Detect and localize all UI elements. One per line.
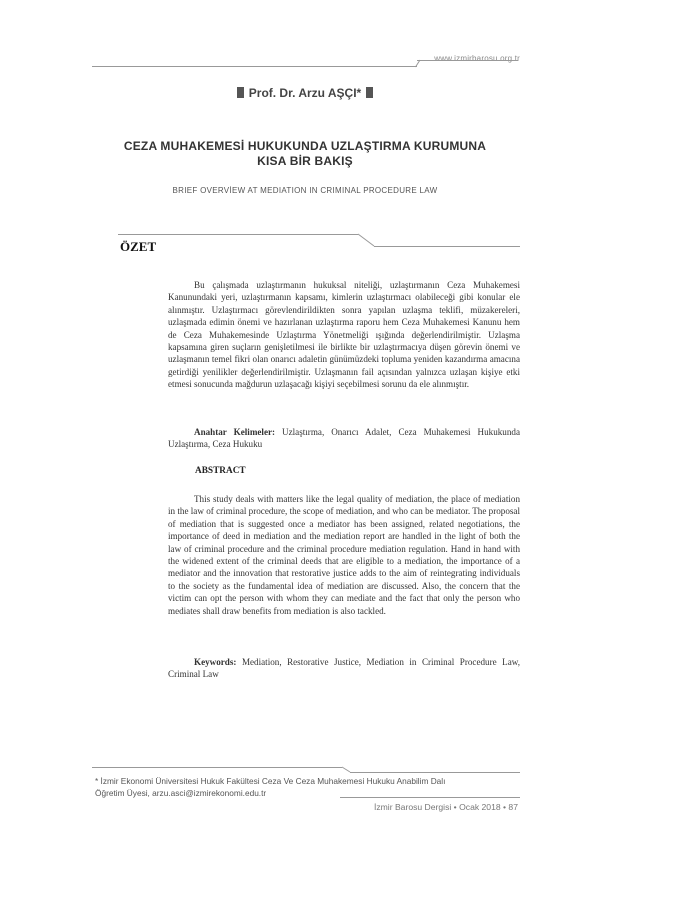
ozet-keywords <box>168 426 520 451</box>
ozet-rule-right <box>374 246 520 247</box>
header-rule-right <box>417 60 518 61</box>
article-title <box>100 139 510 169</box>
ozet-body: Bu çalışmada uzlaştırmanın hukuksal niteliği, uzlaştırmanın Ceza Muhakemesi Kanunundaki yeri, uzlaştırmanın kapsamı, kimlerin uzlaştırmacı olabileceği gibi konular ele alınmıştır. Uzlaştırmacı görevlendirildikten sonra yapılan uzlaşma teklifi, müzakereleri, uzlaşmada edimin önemi ve hazırlanan uzlaştırma raporu hem Ceza Muhakemesi Kanunu hem de Ceza Muhakemesinde Uzlaştırma Yönetmeliği ışığında değerlendirilmiştir. Uzlaşma kapsamına giren suçların genişletilmesi ile birlikte bir uzlaştırmacıya düşen görevin önemi ve uzlaşmanın temel fikri olan onarıcı adaletin günümüzdeki topluma yeniden kazandırma amacına getirdiği yenilikler değerlendirilmiştir. Uzlaşmanın fail açısından yalnızca uzlaşan kişiye etki etmesi sonucunda mağdurun uzlaşacağı kişiyi seçebilmesi sorunu da ele alınmıştır. <box>168 280 520 390</box>
footnote-rule-slant <box>341 766 351 774</box>
author-name: Prof. Dr. Arzu AŞÇI* <box>248 86 362 100</box>
footnote <box>95 776 525 799</box>
article-title-line2: KISA BİR BAKIŞ <box>257 154 353 168</box>
ozet-keywords-label: Anahtar Kelimeler: <box>194 427 276 437</box>
author-line <box>0 86 610 100</box>
abstract-heading: ABSTRACT <box>195 466 246 476</box>
article-title-line1: CEZA MUHAKEMESİ HUKUKUNDA UZLAŞTIRMA KURUMUNA <box>123 139 487 153</box>
footnote-rule-right <box>350 772 520 773</box>
page-footer: İzmir Barosu Dergisi • Ocak 2018 • 87 <box>373 802 518 812</box>
author-marker-right <box>366 87 373 98</box>
footnote-line2: Öğretim Üyesi, arzu.asci@izmirekonomi.edu.tr <box>95 787 267 798</box>
footnote-rule-left <box>92 767 342 768</box>
author-marker-left <box>237 87 244 98</box>
ozet-heading: ÖZET <box>120 239 157 254</box>
header-rule-slant <box>415 59 421 68</box>
ozet-keywords-text: Uzlaştırma, Onarıcı Adalet, Ceza Muhakemesi Hukukunda Uzlaştırma, Ceza Hukuku <box>168 427 520 450</box>
ozet-rule-left <box>118 234 358 235</box>
article-subtitle: BRIEF OVERVİEW AT MEDIATION IN CRIMINAL PROCEDURE LAW <box>172 186 438 195</box>
abstract-keywords <box>168 656 520 681</box>
footer-rule <box>340 797 520 798</box>
header-rule-left <box>92 66 417 67</box>
footnote-line1: * İzmir Ekonomi Üniversitesi Hukuk Fakültesi Ceza Ve Ceza Muhakemesi Hukuku Anabilim Dalı <box>95 776 446 786</box>
ozet-rule-slant <box>357 233 375 247</box>
abstract-body: This study deals with matters like the legal quality of mediation, the place of mediation in the law of criminal procedure, the scope of mediation, and who can be mediator. The proposal of mediation that is suggested once a mediator has been assigned, related negotiations, the importance of deed in mediation and the mediation report are handled in the light of both the law of criminal procedure and the criminal procedure mediation regulation. Hand in hand with the widened extent of the criminal deeds that are eligible to a mediation, the importance of a mediator and the innovation that restorative justice adds to the aim of reintegrating individuals to the society as the fundamental idea of mediation are discussed. Also, the concern that the victim can opt the person with whom they can mediate and the fact that only the person who mediates shall draw benefits from mediation is also tackled. <box>168 494 520 616</box>
abstract-keywords-label: Keywords: <box>194 657 237 667</box>
site-url: www.izmirbarosu.org.tr <box>434 54 520 63</box>
abstract-keywords-text: Mediation, Restorative Justice, Mediation in Criminal Procedure Law, Criminal Law <box>168 657 520 680</box>
